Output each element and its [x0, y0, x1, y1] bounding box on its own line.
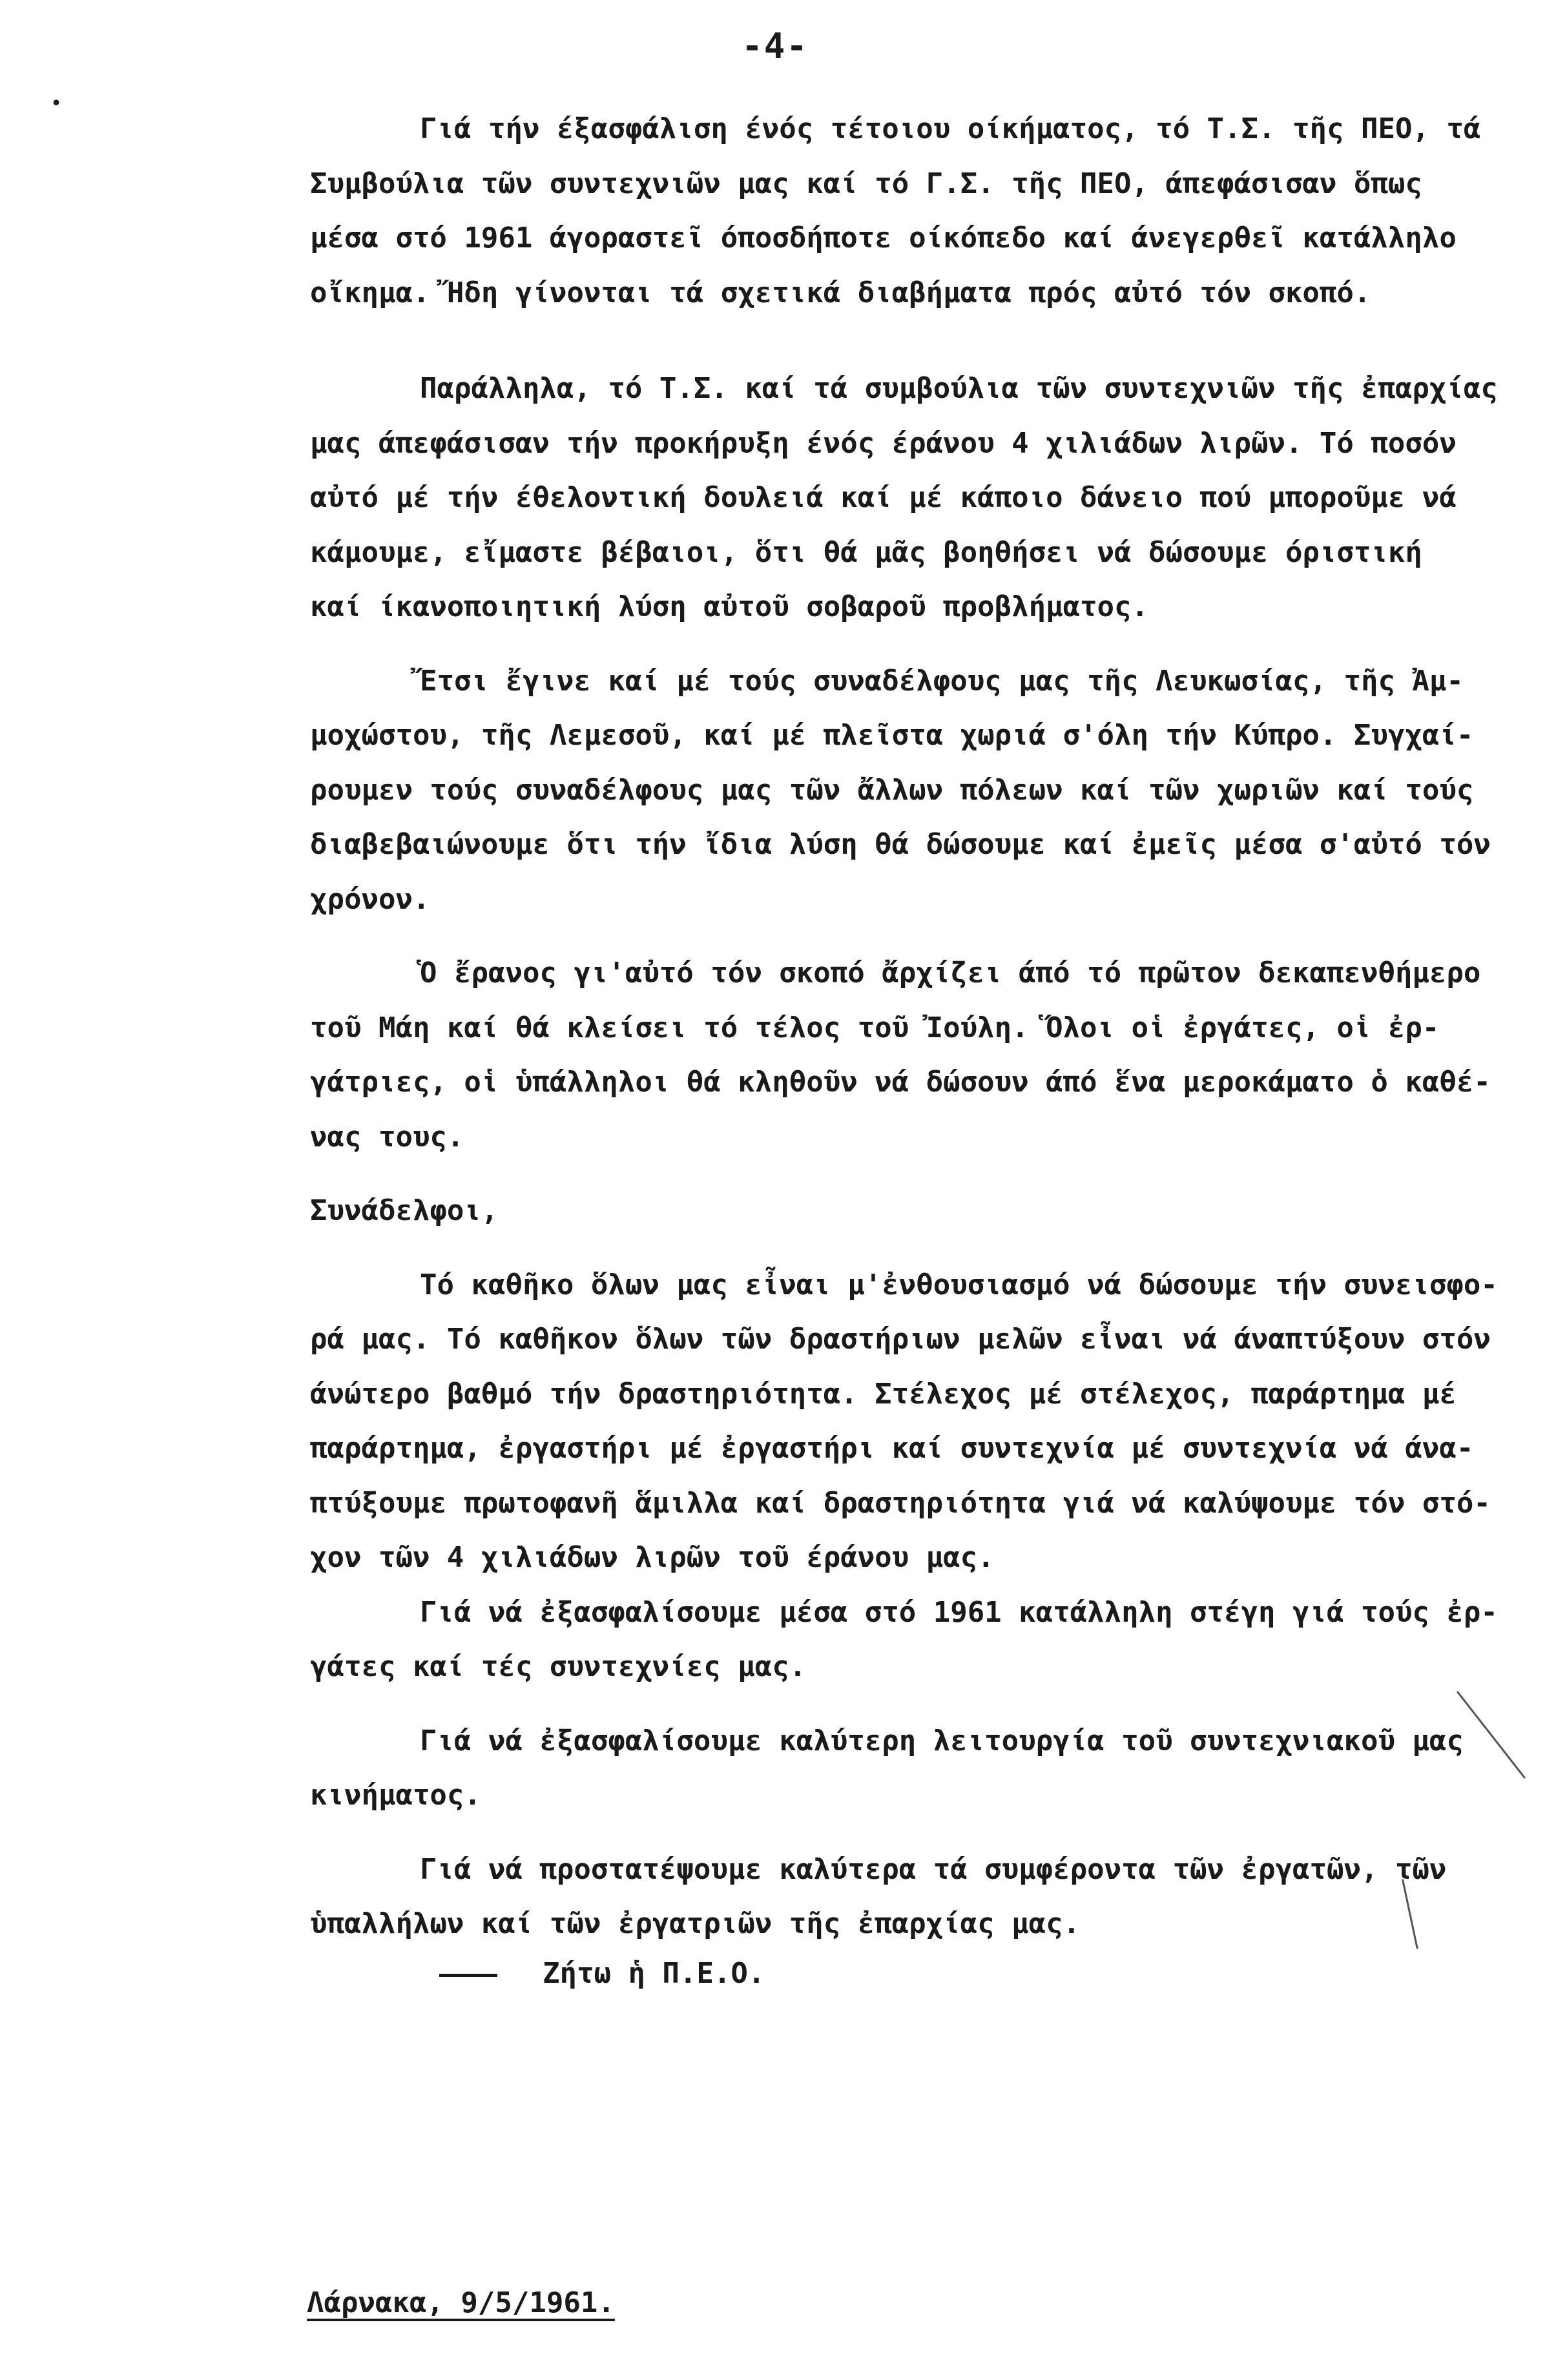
- text-line: κάμουμε, εἴμαστε βέβαιοι, ὅτι θά μᾶς βοηθήσει νά δώσουμε όριστική: [310, 535, 1422, 569]
- text-line: γάτριες, οἱ ὑπάλληλοι θά κληθοῦν νά δώσουν άπό ἕνα μεροκάματο ὁ καθέ-: [310, 1066, 1491, 1099]
- text-line: χον τῶν 4 χιλιάδων λιρῶν τοῦ έράνου μας.: [310, 1541, 995, 1574]
- text-line: μας άπεφάσισαν τήν προκήρυξη ένός έράνου 4 χιλιάδων λιρῶν. Τό ποσόν: [310, 426, 1457, 460]
- text-line: Συμβούλια τῶν συντεχνιῶν μας καί τό Γ.Σ. τῆς ΠΕΟ, άπεφάσισαν ὅπως: [310, 167, 1422, 200]
- place-date: Λάρνακα, 9/5/1961.: [307, 2286, 615, 2319]
- text-line: διαβεβαιώνουμε ὅτι τήν ἴδια λύση θά δώσουμε καί ἐμεῖς μέσα σ'αὐτό τόν: [310, 828, 1491, 861]
- text-line: παράρτημα, ἐργαστήρι μέ ἐργαστήρι καί συντεχνία μέ συντεχνία νά άνα-: [310, 1432, 1474, 1465]
- text-line: νας τους.: [310, 1120, 464, 1154]
- text-line: Γιά νά ἐξασφαλίσουμε καλύτερη λειτουργία τοῦ συντεχνιακοῦ μας: [420, 1724, 1464, 1757]
- paragraph-goal-housing: [310, 1586, 1498, 1695]
- stray-ink-mark: •: [50, 92, 63, 115]
- paragraph-other-cities: [310, 654, 1492, 927]
- page-number: -4-: [742, 26, 809, 67]
- salutation: Συνάδελφοι,: [310, 1194, 499, 1227]
- text-line: άνώτερο βαθμό τήν δραστηριότητα. Στέλεχος μέ στέλεχος, παράρτημα μέ: [310, 1377, 1457, 1411]
- text-line: τοῦ Μάη καί θά κλείσει τό τέλος τοῦ Ἰούλη. Ὅλοι οἱ ἐργάτες, οἱ ἐρ-: [310, 1011, 1440, 1044]
- text-line: αὐτό μέ τήν έθελοντική δουλειά καί μέ κάποιο δάνειο πού μποροῦμε νά: [310, 481, 1457, 514]
- document-body: [310, 102, 1498, 1952]
- text-line: πτύξουμε πρωτοφανῆ ἅμιλλα καί δραστηριότητα γιά νά καλύψουμε τόν στό-: [310, 1486, 1491, 1520]
- text-line: Γιά νά προστατέψουμε καλύτερα τά συμφέροντα τῶν ἐργατῶν, τῶν: [420, 1852, 1447, 1886]
- slogan-text: Ζήτω ἡ Π.Ε.Ο.: [543, 1957, 765, 1990]
- text-line: κινήματος.: [310, 1779, 481, 1812]
- text-line: Ἔτσι ἔγινε καί μέ τούς συναδέλφους μας τῆς Λευκωσίας, τῆς Ἀμ-: [420, 664, 1464, 698]
- paragraph-fundraising: [310, 362, 1498, 635]
- text-line: γάτες καί τές συντεχνίες μας.: [310, 1650, 807, 1683]
- text-line: οἴκημα. Ἤδη γίνονται τά σχετικά διαβήματα πρός αὐτό τόν σκοπό.: [310, 276, 1371, 309]
- text-line: μέσα στό 1961 άγοραστεῖ όποσδήποτε οίκόπεδο καί άνεγερθεῖ κατάλληλο: [310, 222, 1457, 254]
- paragraph-campaign-dates: [310, 946, 1492, 1164]
- text-line: καί ίκανοποιητική λύση αὐτοῦ σοβαροῦ προβλήματος.: [310, 590, 1149, 623]
- text-line: χρόνον.: [310, 882, 430, 916]
- text-line: Γιά νά ἐξασφαλίσουμε μέσα στό 1961 κατάλληλη στέγη γιά τούς ἐρ-: [420, 1595, 1498, 1629]
- text-line: Ὁ ἔρανος γι'αὐτό τόν σκοπό ἄρχίζει άπό τό πρῶτον δεκαπενθήμερο: [420, 957, 1481, 989]
- slogan: [439, 1957, 765, 1990]
- text-line: ρουμεν τούς συναδέλφους μας τῶν ἄλλων πόλεων καί τῶν χωριῶν καί τούς: [310, 773, 1474, 807]
- paragraph-salutation: [310, 1184, 1492, 1239]
- dash-mark: [439, 1974, 497, 1977]
- text-line: Παράλληλα, τό Τ.Σ. καί τά συμβούλια τῶν συντεχνιῶν τῆς ἐπαρχίας: [420, 372, 1498, 405]
- text-line: μοχώστου, τῆς Λεμεσοῦ, καί μέ πλεῖστα χωριά σ'όλη τήν Κύπρο. Συγχαί-: [310, 719, 1474, 752]
- paragraph-goal-movement: [310, 1714, 1492, 1823]
- paragraph-goal-interests: [310, 1843, 1492, 1952]
- text-line: Γιά τήν έξασφάλιση ένός τέτοιου οίκήματος, τό Τ.Σ. τῆς ΠΕΟ, τά: [420, 112, 1481, 145]
- text-line: Τό καθῆκο ὅλων μας εἶναι μ'ἐνθουσιασμό νά δώσουμε τήν συνεισφο-: [420, 1268, 1498, 1301]
- text-line: ρά μας. Τό καθῆκον ὅλων τῶν δραστήριων μελῶν εἶναι νά άναπτύξουν στόν: [310, 1323, 1491, 1356]
- text-line: ὑπαλλήλων καί τῶν ἐργατριῶν τῆς ἐπαρχίας μας.: [310, 1907, 1081, 1940]
- paragraph-housing-purchase: [310, 102, 1492, 320]
- paragraph-duty: [310, 1258, 1498, 1586]
